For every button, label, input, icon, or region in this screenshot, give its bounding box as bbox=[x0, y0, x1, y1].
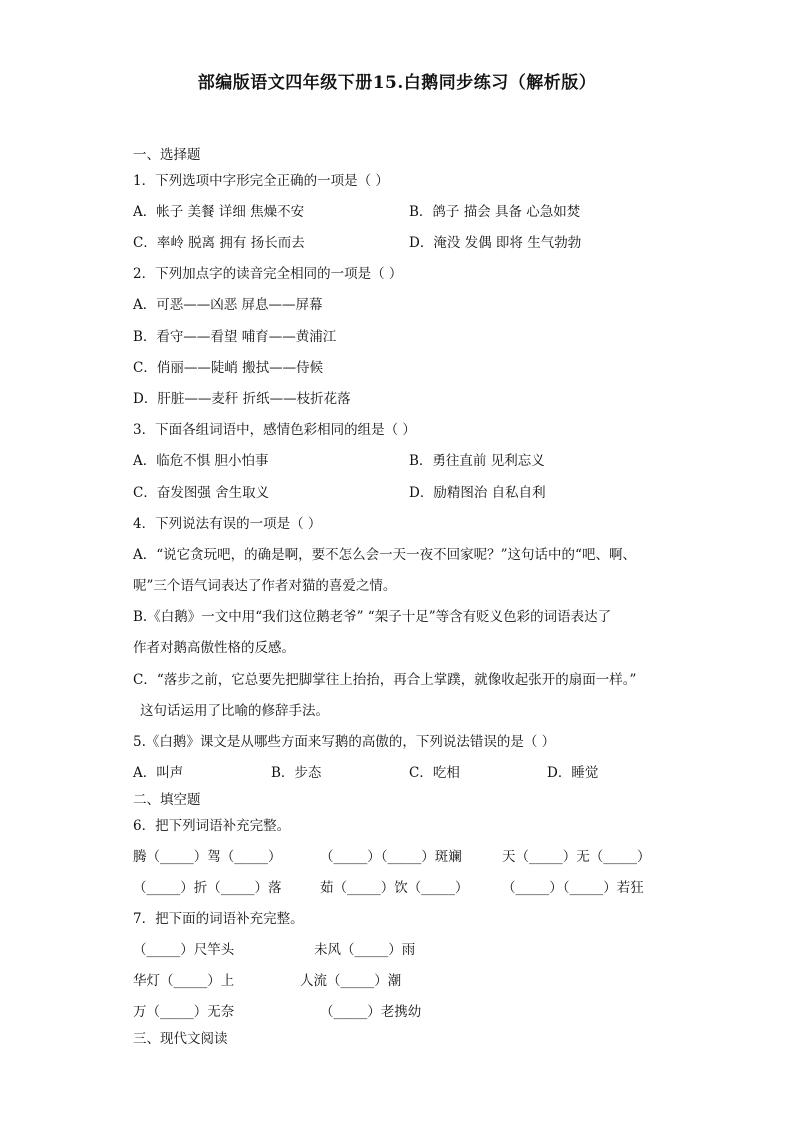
question-2-stem: 2．下列加点字的读音完全相同的一项是（ ） bbox=[133, 266, 403, 282]
page-title: 部编版语文四年级下册15.白鹅同步练习（解析版） bbox=[197, 73, 597, 93]
question-6-item-6: （_____）（_____）若狂 bbox=[502, 880, 644, 896]
section-heading-choice: 一、选择题 bbox=[133, 147, 201, 163]
question-6-item-2: （_____）（_____）斑斓 bbox=[320, 849, 462, 865]
question-4-option-b-line2: 作者对鹅高傲性格的反感。 bbox=[133, 640, 295, 656]
question-7-item-3: 华灯（_____）上 bbox=[133, 973, 235, 989]
question-6-stem: 6．把下列词语补充完整。 bbox=[133, 818, 291, 834]
question-4-option-c-line1: C．“落步之前，它总要先把脚掌往上抬抬，再合上掌蹼，就像收起张开的扇面一样。” bbox=[133, 672, 637, 688]
question-5-option-b: B．步态 bbox=[271, 765, 322, 781]
question-6-item-5: 茹（_____）饮（_____） bbox=[320, 880, 469, 896]
question-3-option-c: C．奋发图强 舍生取义 bbox=[133, 485, 270, 501]
question-5-option-a: A．叫声 bbox=[133, 765, 184, 781]
question-3-stem: 3．下面各组词语中，感情色彩相同的组是（ ） bbox=[133, 422, 416, 438]
question-1-option-a: A．帐子 美餐 详细 焦燥不安 bbox=[133, 204, 305, 220]
question-7-item-4: 人流（_____）潮 bbox=[300, 973, 402, 989]
question-2-option-b: B．看守——看望 哺育——黄浦江 bbox=[133, 329, 337, 345]
question-3-option-a: A．临危不惧 胆小怕事 bbox=[133, 453, 269, 469]
question-4-option-a-line1: A．“说它贪玩吧，的确是啊，要不怎么会一天一夜不回家呢？”这句话中的“吧、啊、 bbox=[133, 547, 636, 563]
question-6-item-4: （_____）折（_____）落 bbox=[133, 880, 282, 896]
question-7-item-2: 未风（_____）雨 bbox=[314, 942, 416, 958]
question-4-option-c-line2: 这句话运用了比喻的修辞手法。 bbox=[140, 703, 329, 719]
question-1-option-c: C．率岭 脱离 拥有 扬长而去 bbox=[133, 235, 305, 251]
question-7-item-6: （_____）老携幼 bbox=[320, 1004, 422, 1020]
question-4-option-a-line2: 呢”三个语气词表达了作者对猫的喜爱之情。 bbox=[133, 578, 397, 594]
question-1-stem: 1．下列选项中字形完全正确的一项是（ ） bbox=[133, 173, 389, 189]
section-heading-reading: 三、现代文阅读 bbox=[133, 1031, 228, 1047]
question-5-option-d: D．睡觉 bbox=[547, 765, 599, 781]
question-5-option-c: C．吃相 bbox=[409, 765, 460, 781]
question-2-option-a: A．可恶——凶恶 屏息——屏幕 bbox=[133, 297, 323, 313]
question-3-option-b: B．勇往直前 见利忘义 bbox=[409, 453, 545, 469]
question-7-item-1: （_____）尺竿头 bbox=[133, 942, 235, 958]
question-4-stem: 4．下列说法有误的一项是（ ） bbox=[133, 516, 322, 532]
question-3-option-d: D．励精图治 自私自利 bbox=[409, 485, 546, 501]
question-7-stem: 7．把下面的词语补充完整。 bbox=[133, 911, 304, 927]
question-6-item-1: 腾（_____）驾（_____） bbox=[133, 849, 282, 865]
question-7-item-5: 万（_____）无奈 bbox=[133, 1004, 235, 1020]
question-1-option-b: B．鸽子 描会 具备 心急如焚 bbox=[409, 204, 581, 220]
question-2-option-c: C．俏丽——陡峭 搬拭——侍候 bbox=[133, 360, 324, 376]
question-2-option-d: D．肝脏——麦秆 折纸——枝折花落 bbox=[133, 391, 351, 407]
question-5-stem: 5.《白鹅》课文是从哪些方面来写鹅的高傲的，下列说法错误的是（ ） bbox=[133, 734, 556, 750]
question-6-item-3: 天（_____）无（_____） bbox=[502, 849, 651, 865]
section-heading-fill: 二、填空题 bbox=[133, 792, 201, 808]
question-4-option-b-line1: B.《白鹅》一文中用“我们这位鹅老爷” “架子十足”等含有贬义色彩的词语表达了 bbox=[133, 609, 612, 625]
question-1-option-d: D．淹没 发偶 即将 生气勃勃 bbox=[409, 235, 582, 251]
